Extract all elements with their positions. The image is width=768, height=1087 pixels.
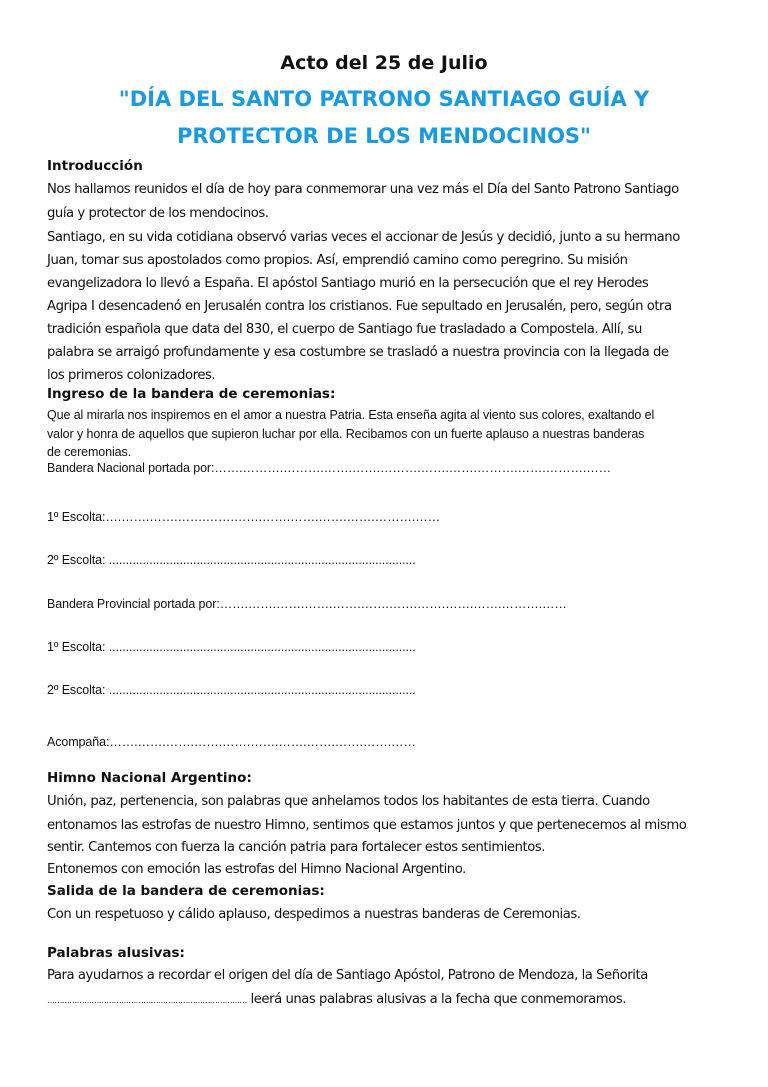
ingreso-paragraph-line: valor y honra de aquellos que supieron luchar por ella. Recibamos con un fuerte aplauso a nuestras banderas xyxy=(47,427,645,441)
intro-paragraph-line: Santiago, en su vida cotidiana observó varias veces el accionar de Jesús y decidió, junto a su hermano xyxy=(47,230,680,245)
ingreso-heading: Ingreso de la bandera de ceremonias: xyxy=(47,386,336,402)
document-title: Acto del 25 de Julio xyxy=(280,52,488,74)
intro-paragraph-line: los primeros colonizadores. xyxy=(47,368,216,383)
himno-paragraph-line: Unión, paz, pertenencia, son palabras que anhelamos todos los habitantes de esta tierra. Cuando xyxy=(47,794,650,809)
escolta-2-provincial-field: 2º Escolta: ........................................................................................... xyxy=(47,683,416,697)
escolta-2-nacional-field: 2º Escolta: ........................................................................................... xyxy=(47,553,416,567)
himno-paragraph-line: sentir. Cantemos con fuerza la canción patria para fortalecer estos sentimientos. xyxy=(47,840,546,855)
intro-paragraph-line: evangelizadora lo llevó a España. El apóstol Santiago murió en la persecución que el rey Herodes xyxy=(47,276,649,291)
document-subtitle-line-2: PROTECTOR DE LOS MENDOCINOS" xyxy=(177,124,591,148)
intro-paragraph-line: tradición española que data del 830, el cuerpo de Santiago fue trasladado a Compostela. Allí, su xyxy=(47,322,642,337)
himno-paragraph-line: Entonemos con emoción las estrofas del Himno Nacional Argentino. xyxy=(47,862,466,877)
salida-heading: Salida de la bandera de ceremonias: xyxy=(47,883,325,899)
palabras-heading: Palabras alusivas: xyxy=(47,945,185,961)
himno-heading: Himno Nacional Argentino: xyxy=(47,770,252,786)
senorita-name-blank: ……………………………………………………………………… xyxy=(47,996,247,1005)
palabras-line-rest: leerá unas palabras alusivas a la fecha que conmemoramos. xyxy=(246,992,626,1007)
document-subtitle-line-1: "DÍA DEL SANTO PATRONO SANTIAGO GUÍA Y xyxy=(118,87,650,111)
intro-heading: Introducción xyxy=(47,158,143,174)
ingreso-paragraph-line: de ceremonias. xyxy=(47,445,132,459)
palabras-paragraph-line: Para ayudarnos a recordar el origen del día de Santiago Apóstol, Patrono de Mendoza, la Señorita xyxy=(47,968,648,983)
intro-paragraph-line: Nos hallamos reunidos el día de hoy para conmemorar una vez más el Día del Santo Patrono Santiago xyxy=(47,182,679,197)
palabras-paragraph-line xyxy=(47,992,626,1007)
himno-paragraph-line: entonamos las estrofas de nuestro Himno, sentimos que estamos juntos y que pertenecemos al mismo xyxy=(47,818,687,833)
bandera-nacional-field: Bandera Nacional portada por:…….……….……….…….…….……….…….…….……….…….……….…… xyxy=(47,461,612,475)
escolta-1-nacional-field: 1º Escolta:….…….…….…….…….…….…….…….…….…….……….…… xyxy=(47,510,441,524)
acompana-field: Acompaña:…….…….…….…….…….…….…….…….…….…….…… xyxy=(47,735,416,749)
ingreso-paragraph-line: Que al mirarla nos inspiremos en el amor a nuestra Patria. Esta enseña agita al viento sus colores, exaltando el xyxy=(47,408,655,422)
escolta-1-provincial-field: 1º Escolta: ........................................................................................... xyxy=(47,640,416,654)
intro-paragraph-line: Agripa I desencadenó en Jerusalén contra los cristianos. Fue sepultado en Jerusalén, pero, según otra xyxy=(47,299,672,314)
intro-paragraph-line: guía y protector de los mendocinos. xyxy=(47,206,269,221)
intro-paragraph-line: Juan, tomar sus apostolados como propios. Así, emprendió camino como peregrino. Su misión xyxy=(47,253,628,268)
salida-paragraph-line: Con un respetuoso y cálido aplauso, despedimos a nuestras banderas de Ceremonias. xyxy=(47,907,581,922)
intro-paragraph-line: palabra se arraigó profundamente y esa costumbre se trasladó a nuestra provincia con la llegada de xyxy=(47,345,669,360)
bandera-provincial-field: Bandera Provincial portada por:…….…….…….…….…….…….…….…….…….…….……….…… xyxy=(47,597,567,611)
